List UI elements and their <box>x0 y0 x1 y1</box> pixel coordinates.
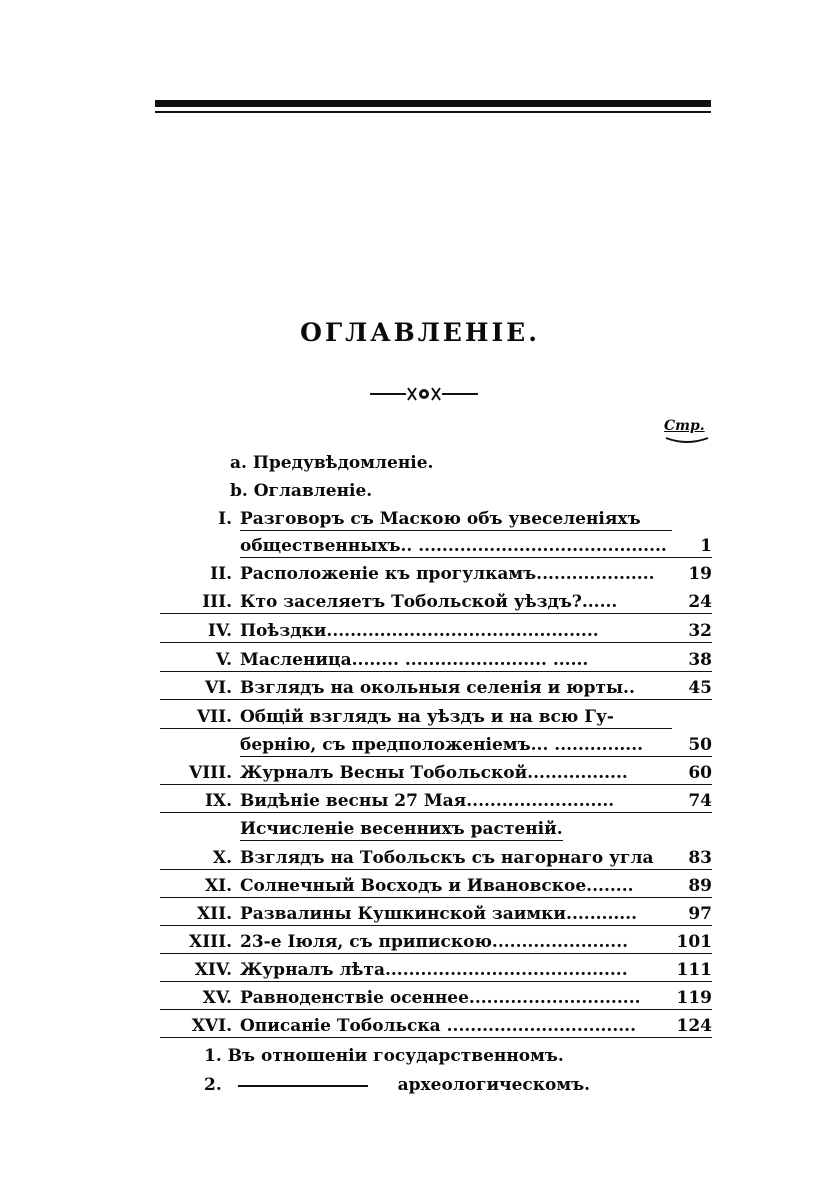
entry-number: XII. <box>160 902 240 926</box>
toc-entry <box>160 705 712 729</box>
ditto-dash <box>238 1085 368 1087</box>
entry-page: 1 <box>672 534 712 558</box>
entry-title: Поѣздки.............................................. <box>240 619 672 643</box>
entry-title: Равноденствіе осеннее............................. <box>240 986 672 1010</box>
entry-number: IV. <box>160 619 240 643</box>
entry-number: XVI. <box>160 1014 240 1038</box>
entry-title: Общій взглядъ на уѣздъ и на всю Гу- <box>240 705 672 729</box>
toc-entry <box>160 902 712 926</box>
entry-number: XI. <box>160 874 240 898</box>
entry-number: VIII. <box>160 761 240 785</box>
entry-page: 38 <box>672 648 712 672</box>
toc-entry <box>160 507 712 531</box>
toc-entry <box>160 590 712 614</box>
entry-number: VII. <box>160 705 240 729</box>
toc-entry <box>160 874 712 898</box>
entry-page: 124 <box>672 1014 712 1038</box>
subsection-item <box>204 1044 564 1068</box>
entry-title: Журналъ лѣта......................................... <box>240 958 672 982</box>
entry-number: X. <box>160 846 240 870</box>
entry-title: Исчисленіе весеннихъ растеній. <box>240 819 563 839</box>
entry-page: 101 <box>672 930 712 954</box>
entry-page: 50 <box>672 733 712 757</box>
entry-page: 60 <box>672 761 712 785</box>
entry-number: IX. <box>160 789 240 813</box>
toc-entry <box>160 958 712 982</box>
entry-page <box>672 817 712 841</box>
entry-number: XIV. <box>160 958 240 982</box>
subsection-text: Въ отношеніи государственномъ. <box>227 1046 564 1066</box>
entry-title: Расположеніе къ прогулкамъ.................... <box>240 564 655 584</box>
entry-number: XV. <box>160 986 240 1010</box>
entry-number: II. <box>210 564 232 584</box>
entry-title: Масленица........ ........................ ...... <box>240 648 672 672</box>
entry-page <box>672 705 712 729</box>
toc-entry <box>160 930 712 954</box>
entry-title: Журналъ Весны Тобольской................. <box>240 761 672 785</box>
front-matter-item: b. Оглавленіе. <box>230 481 373 501</box>
toc-entry <box>160 789 712 813</box>
toc-entry <box>160 648 712 672</box>
toc-entry <box>160 761 712 785</box>
entry-page: 83 <box>672 846 712 870</box>
entry-page <box>672 507 712 531</box>
entry-number: VI. <box>160 676 240 700</box>
toc-entry <box>160 1014 712 1038</box>
entry-title: Взглядъ на Тобольскъ съ нагорнаго угла <box>240 846 672 870</box>
entry-title: Видѣніе весны 27 Мая......................... <box>240 789 672 813</box>
entry-page: 19 <box>688 564 712 584</box>
entry-title: 23-е Іюля, съ припискою....................... <box>240 930 672 954</box>
toc-entry <box>160 534 712 558</box>
subsection-number: 1. <box>204 1046 222 1066</box>
entry-title: Взглядъ на окольныя селенія и юрты.. <box>240 676 672 700</box>
entry-title: бернію, съ предположеніемъ... ............... <box>240 733 672 757</box>
subsection-text: археологическомъ. <box>397 1075 591 1095</box>
entry-page: 111 <box>672 958 712 982</box>
entry-number: V. <box>160 648 240 672</box>
entry-title: Описаніе Тобольска ................................ <box>240 1014 672 1038</box>
toc-entry <box>160 676 712 700</box>
entry-title: общественныхъ.. .......................................... <box>240 534 672 558</box>
entry-page: 32 <box>672 619 712 643</box>
subsection-item <box>204 1073 590 1097</box>
page-title: ОГЛАВЛЕНІЕ. <box>300 318 540 347</box>
entry-page: 89 <box>672 874 712 898</box>
entry-title: Солнечный Восходъ и Ивановское........ <box>240 874 672 898</box>
toc-entry <box>160 986 712 1010</box>
entry-page: 74 <box>672 789 712 813</box>
entry-number: XIII. <box>160 930 240 954</box>
entry-number: III. <box>160 590 240 614</box>
entry-page: 24 <box>672 590 712 614</box>
entry-page: 119 <box>672 986 712 1010</box>
entry-page: 45 <box>672 676 712 700</box>
entry-title: Кто заселяетъ Тобольской уѣздъ?...... <box>240 590 672 614</box>
entry-number: I. <box>218 509 232 529</box>
entry-title: Развалины Кушкинской заимки............ <box>240 902 672 926</box>
toc-entry <box>160 733 712 757</box>
page-column-label: Стр. <box>664 418 705 434</box>
entry-title: Разговоръ съ Маскою объ увеселеніяхъ <box>240 507 672 531</box>
entry-page: 97 <box>672 902 712 926</box>
subsection-number: 2. <box>204 1075 222 1095</box>
toc-entry <box>160 562 712 586</box>
toc-entry <box>160 846 712 870</box>
toc-entry <box>160 817 712 841</box>
front-matter-item: a. Предувѣдомленіе. <box>230 453 434 473</box>
toc-entry <box>160 619 712 643</box>
